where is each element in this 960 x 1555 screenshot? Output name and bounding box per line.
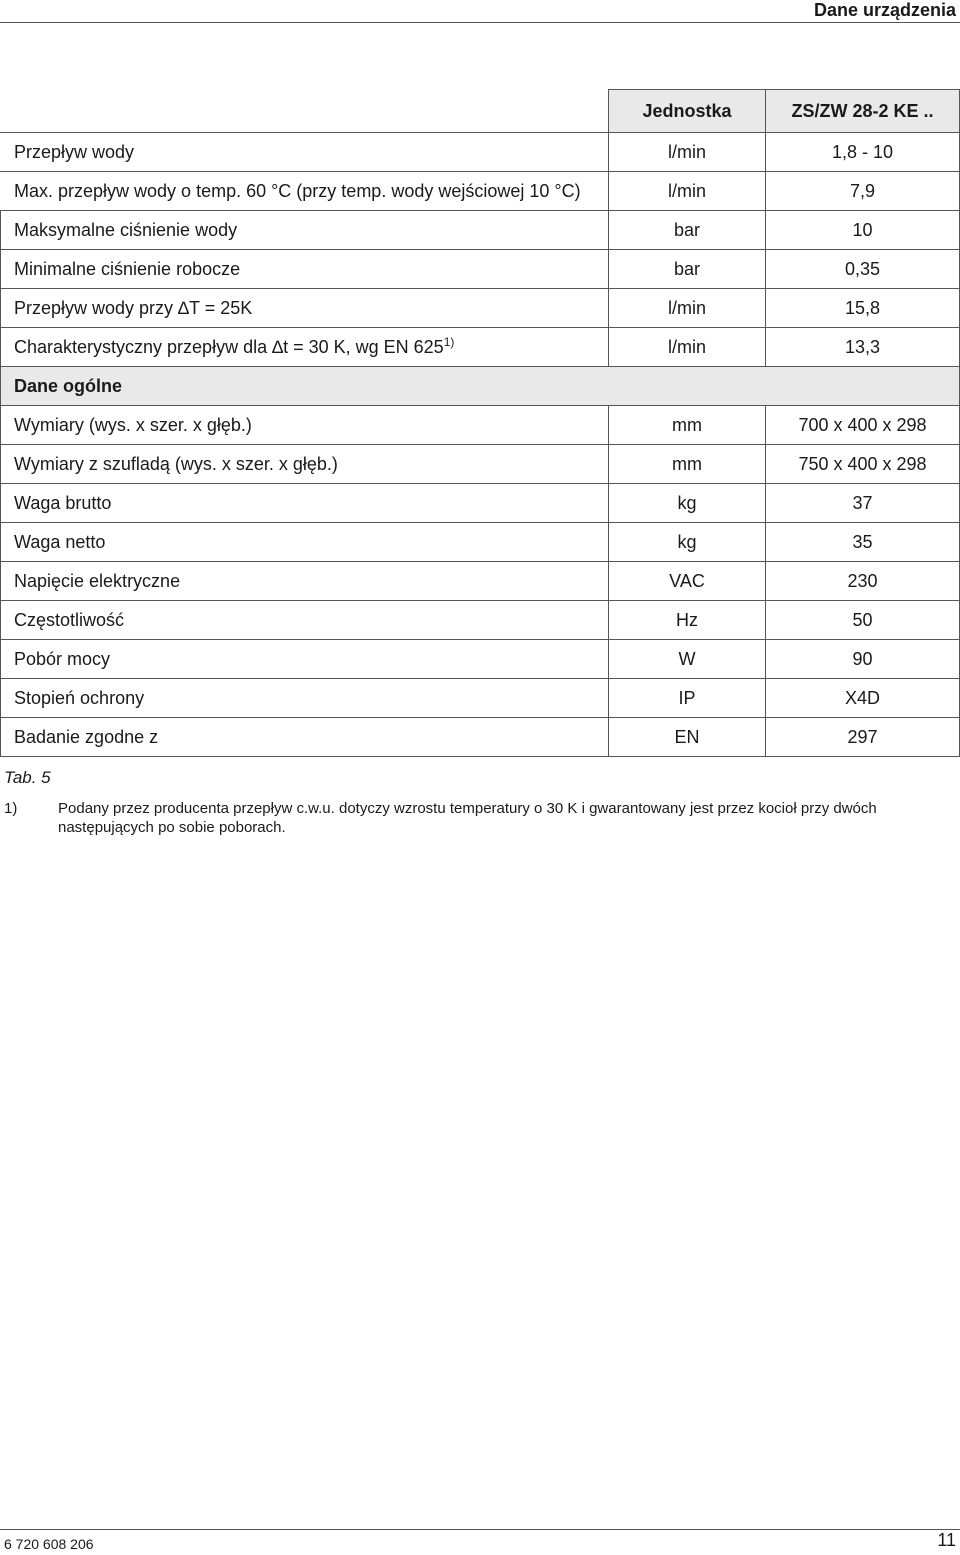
table-row <box>1 172 960 211</box>
row-unit: l/min <box>609 172 766 211</box>
row-label: Charakterystyczny przepływ dla ∆t = 30 K, wg EN 625 <box>14 336 444 357</box>
header-blank-cell <box>1 90 609 133</box>
row-label: Waga brutto <box>1 484 609 523</box>
table-row <box>1 406 960 445</box>
row-value: 750 x 400 x 298 <box>766 445 960 484</box>
table-row <box>1 718 960 757</box>
table-row <box>1 133 960 172</box>
row-value: 90 <box>766 640 960 679</box>
row-unit: bar <box>609 250 766 289</box>
table-row <box>1 445 960 484</box>
row-value: 1,8 - 10 <box>766 133 960 172</box>
row-label: Przepływ wody <box>1 133 609 172</box>
row-value: 297 <box>766 718 960 757</box>
row-unit: IP <box>609 679 766 718</box>
row-label: Częstotliwość <box>1 601 609 640</box>
column-header-value: ZS/ZW 28-2 KE .. <box>766 90 960 133</box>
row-label: Wymiary (wys. x szer. x głęb.) <box>1 406 609 445</box>
row-value: 37 <box>766 484 960 523</box>
row-value: 15,8 <box>766 289 960 328</box>
row-label: Waga netto <box>1 523 609 562</box>
row-unit: l/min <box>609 289 766 328</box>
row-value: 230 <box>766 562 960 601</box>
row-label-with-footnote <box>1 328 609 367</box>
table-row <box>1 250 960 289</box>
table-row <box>1 523 960 562</box>
column-header-unit: Jednostka <box>609 90 766 133</box>
row-unit: kg <box>609 484 766 523</box>
row-label: Stopień ochrony <box>1 679 609 718</box>
row-unit: bar <box>609 211 766 250</box>
row-unit: VAC <box>609 562 766 601</box>
table-header-row <box>1 90 960 133</box>
row-value: 10 <box>766 211 960 250</box>
row-unit: kg <box>609 523 766 562</box>
header-divider <box>0 22 960 23</box>
table-caption: Tab. 5 <box>4 768 51 787</box>
row-label: Maksymalne ciśnienie wody <box>1 211 609 250</box>
table-row <box>1 289 960 328</box>
row-unit: l/min <box>609 133 766 172</box>
row-unit: mm <box>609 445 766 484</box>
row-label: Napięcie elektryczne <box>1 562 609 601</box>
row-label: Max. przepływ wody o temp. 60 °C (przy temp. wody wejściowej 10 °C) <box>1 172 609 211</box>
page-header-title: Dane urządzenia <box>813 0 956 20</box>
document-number: 6 720 608 206 <box>4 1536 94 1552</box>
table-row <box>1 328 960 367</box>
row-label: Minimalne ciśnienie robocze <box>1 250 609 289</box>
section-row <box>1 367 960 406</box>
footnote-number: 1) <box>4 800 18 817</box>
row-value: 0,35 <box>766 250 960 289</box>
table-row <box>1 601 960 640</box>
spec-table <box>0 89 960 757</box>
table-row <box>1 484 960 523</box>
section-title: Dane ogólne <box>1 367 960 406</box>
page-number: 11 <box>937 1530 956 1550</box>
table-row <box>1 640 960 679</box>
table-row <box>1 679 960 718</box>
footnote-text: Podany przez producenta przepływ c.w.u. dotyczy wzrostu temperatury o 30 K i gwarantowany jest przez kocioł przy dwóch następujących po sobie poborach. <box>58 800 877 836</box>
footer-divider <box>0 1529 960 1530</box>
row-value: 7,9 <box>766 172 960 211</box>
row-value: 700 x 400 x 298 <box>766 406 960 445</box>
row-value: 50 <box>766 601 960 640</box>
row-label: Przepływ wody przy ∆T = 25K <box>1 289 609 328</box>
table-row <box>1 211 960 250</box>
row-unit: l/min <box>609 328 766 367</box>
footnote-ref: 1) <box>443 334 455 349</box>
row-unit: mm <box>609 406 766 445</box>
table-row <box>1 562 960 601</box>
row-value: 35 <box>766 523 960 562</box>
row-unit: Hz <box>609 601 766 640</box>
row-unit: EN <box>609 718 766 757</box>
row-unit: W <box>609 640 766 679</box>
row-value: 13,3 <box>766 328 960 367</box>
row-label: Badanie zgodne z <box>1 718 609 757</box>
row-value: X4D <box>766 679 960 718</box>
row-label: Pobór mocy <box>1 640 609 679</box>
row-label: Wymiary z szufladą (wys. x szer. x głęb.) <box>1 445 609 484</box>
